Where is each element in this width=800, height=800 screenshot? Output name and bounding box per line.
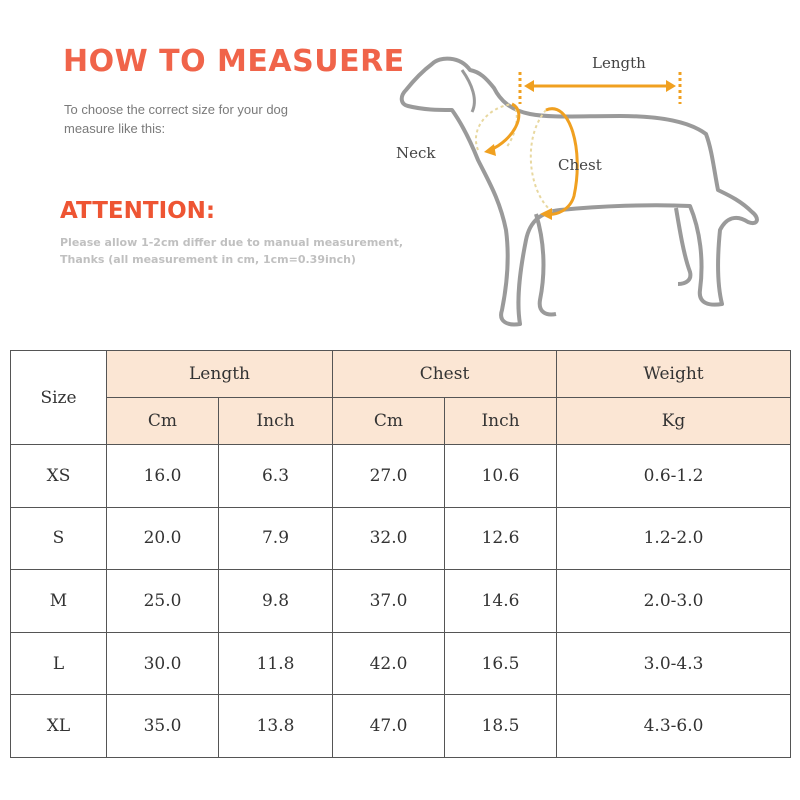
length-cm-cell: 30.0: [107, 632, 219, 695]
dog-outline: [402, 59, 757, 325]
intro-line: To choose the correct size for your dog: [64, 102, 289, 117]
size-chart-table: [10, 350, 791, 758]
chest-inch-cell: 10.6: [445, 445, 557, 508]
dog-ear: [462, 70, 474, 112]
unit-header: Cm: [107, 398, 219, 445]
chest-inch-cell: 12.6: [445, 507, 557, 570]
table-row: [11, 507, 791, 570]
weight-kg-cell: 1.2-2.0: [557, 507, 791, 570]
dog-measurement-diagram: [385, 40, 765, 340]
length-inch-cell: 11.8: [219, 632, 333, 695]
length-inch-cell: 7.9: [219, 507, 333, 570]
chest-inch-cell: 18.5: [445, 695, 557, 758]
note-line: Thanks (all measurement in cm, 1cm=0.39inch): [60, 253, 356, 266]
table-header-row: [11, 351, 791, 398]
chest-label: Chest: [558, 156, 602, 174]
size-cell: M: [11, 570, 107, 633]
intro-text: [64, 100, 364, 138]
size-cell: XL: [11, 695, 107, 758]
unit-header: Inch: [219, 398, 333, 445]
length-cm-cell: 16.0: [107, 445, 219, 508]
chest-inch-cell: 16.5: [445, 632, 557, 695]
weight-kg-cell: 2.0-3.0: [557, 570, 791, 633]
unit-header: Cm: [333, 398, 445, 445]
dog-back-leg: [676, 208, 690, 284]
page-title: HOW TO MEASUERE: [63, 44, 405, 79]
table-row: [11, 632, 791, 695]
neck-dotted-loop: [476, 104, 517, 150]
length-inch-cell: 13.8: [219, 695, 333, 758]
table-row: [11, 570, 791, 633]
attention-note: [60, 234, 420, 268]
size-cell: XS: [11, 445, 107, 508]
table-row: [11, 695, 791, 758]
dog-front-leg: [536, 214, 556, 314]
chest-cm-cell: 42.0: [333, 632, 445, 695]
weight-group-header: Weight: [557, 351, 791, 398]
neck-arrow-head: [484, 144, 496, 156]
chest-group-header: Chest: [333, 351, 557, 398]
intro-line: measure like this:: [64, 121, 166, 136]
length-inch-cell: 9.8: [219, 570, 333, 633]
neck-label: Neck: [396, 144, 436, 162]
chest-dotted-loop: [531, 110, 556, 214]
chest-inch-cell: 14.6: [445, 570, 557, 633]
chest-arrow-head: [540, 208, 552, 220]
length-inch-cell: 6.3: [219, 445, 333, 508]
unit-header: Kg: [557, 398, 791, 445]
attention-heading: ATTENTION:: [60, 198, 216, 224]
chest-cm-cell: 47.0: [333, 695, 445, 758]
table-row: [11, 445, 791, 508]
chest-cm-cell: 32.0: [333, 507, 445, 570]
length-cm-cell: 20.0: [107, 507, 219, 570]
table-unit-row: [11, 398, 791, 445]
length-cm-cell: 35.0: [107, 695, 219, 758]
length-label: Length: [592, 54, 646, 72]
weight-kg-cell: 0.6-1.2: [557, 445, 791, 508]
size-column-header: Size: [11, 351, 107, 445]
chest-cm-cell: 37.0: [333, 570, 445, 633]
length-arrow-right-head: [666, 80, 676, 92]
chest-cm-cell: 27.0: [333, 445, 445, 508]
note-line: Please allow 1-2cm differ due to manual measurement,: [60, 236, 404, 249]
size-cell: L: [11, 632, 107, 695]
weight-kg-cell: 3.0-4.3: [557, 632, 791, 695]
size-cell: S: [11, 507, 107, 570]
weight-kg-cell: 4.3-6.0: [557, 695, 791, 758]
length-arrow-left-head: [524, 80, 534, 92]
length-group-header: Length: [107, 351, 333, 398]
length-cm-cell: 25.0: [107, 570, 219, 633]
unit-header: Inch: [445, 398, 557, 445]
